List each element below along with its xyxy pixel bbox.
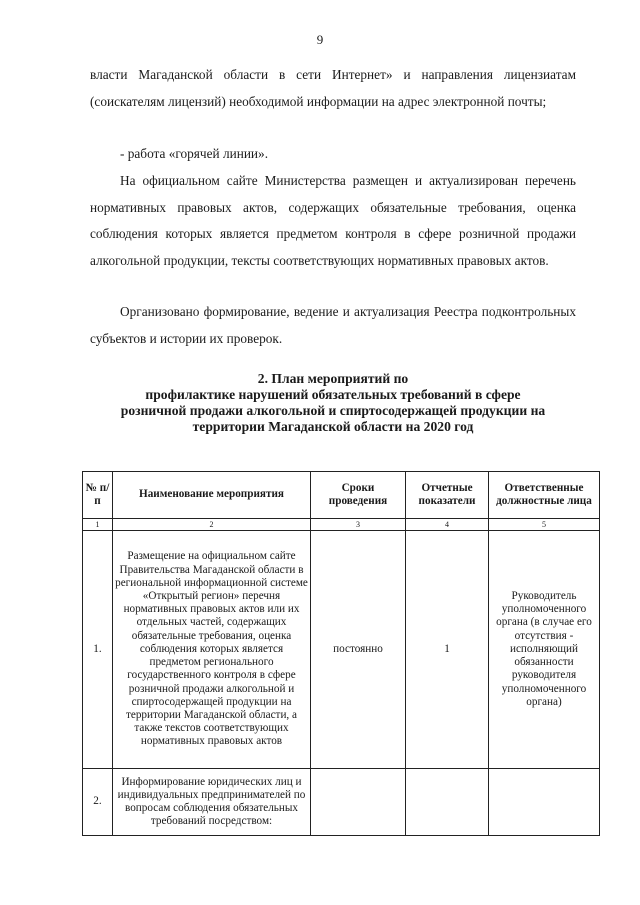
column-number: 1 [83,519,113,531]
row-responsible [489,769,600,836]
paragraph-text: - работа «горячей линии». [120,146,269,161]
header-term: Сроки проведения [311,472,406,519]
page-number: 9 [316,32,324,47]
paragraph-text: На официальном сайте Министерства размещен и актуализирован перечень нормативных правовых актов, содержащих обязательные требования, оценка соблюдения которых является предметом контроля в сфере розничной продажи алкогольной продукции, тексты соответствующих нормативных правовых актов. [90,173,576,268]
column-number: 3 [311,519,406,531]
column-number: 4 [406,519,489,531]
section-title [90,371,576,435]
column-number-row [83,519,600,531]
table-header-row [83,472,600,519]
row-responsible: Руководитель уполномоченного органа (в случае его отсутствия - исполняющий обязанности руководителя уполномоченного органа) [489,531,600,769]
paragraph-official-site [90,168,576,274]
row-name: Информирование юридических лиц и индивидуальных предпринимателей по вопросам соблюдения обязательных требований посредством: [113,769,311,836]
column-number: 2 [113,519,311,531]
row-indicator [406,769,489,836]
row-name: Размещение на официальном сайте Правительства Магаданской области в региональной информационной системе «Открытый регион» перечня нормативных правовых актов или их отдельных частей, содержащих обязательные требования, оценка соблюдения которых является предметом регионального государственного контроля в сфере розничной продажи алкогольной и спиртосодержащей продукции на территории Магаданской области, а также текстов соответствующих нормативных правовых актов [113,531,311,769]
paragraph-registry [90,299,576,352]
section-title-line: 2. План мероприятий по [257,371,409,386]
section-title-line: розничной продажи алкогольной и спиртосодержащей продукции на [120,403,546,418]
plan-table [82,471,600,836]
table-row [83,769,600,836]
column-number: 5 [489,519,600,531]
row-term [311,769,406,836]
paragraph-text: власти Магаданской области в сети Интернет» и направления лицензиатам (соискателям лицензий) необходимой информации на адрес электронной почты; [90,67,576,109]
paragraph-continuation [90,62,576,115]
table-row [83,531,600,769]
paragraph-hotline [90,141,576,168]
row-num: 2. [83,769,113,836]
row-num: 1. [83,531,113,769]
header-responsible: Ответственные должностные лица [489,472,600,519]
row-indicator: 1 [406,531,489,769]
header-indicator: Отчетные показатели [406,472,489,519]
section-title-line: профилактике нарушений обязательных требований в сфере [145,387,521,402]
section-title-line: территории Магаданской области на 2020 год [192,419,474,434]
header-name: Наименование мероприятия [113,472,311,519]
paragraph-text: Организовано формирование, ведение и актуализация Реестра подконтрольных субъектов и истории их проверок. [90,304,576,346]
row-term: постоянно [311,531,406,769]
header-num: № п/п [83,472,113,519]
